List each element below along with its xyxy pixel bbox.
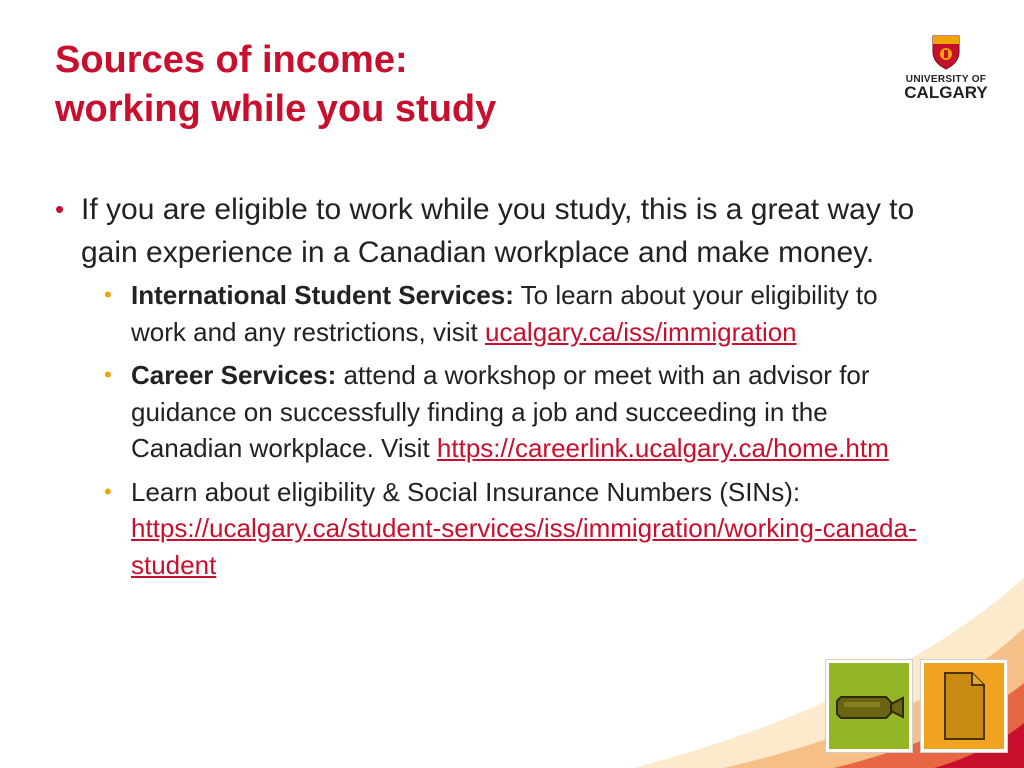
university-logo bbox=[896, 34, 996, 100]
crest-icon bbox=[931, 34, 961, 70]
sub-bullet-iss bbox=[104, 277, 935, 350]
video-camera-icon bbox=[829, 663, 909, 749]
logo-text-line1: UNIVERSITY OF bbox=[905, 74, 987, 85]
sub-bullet-label: Career Services: bbox=[131, 360, 337, 390]
sub-bullet-marker: • bbox=[104, 478, 112, 504]
sub-bullet-marker: • bbox=[104, 282, 112, 307]
bullet-marker: • bbox=[55, 194, 65, 224]
sub-bullet-body bbox=[131, 277, 935, 350]
sub-bullet-sin bbox=[104, 474, 935, 584]
sub-bullet-career-services bbox=[104, 357, 935, 467]
sub-bullet-list bbox=[104, 277, 935, 583]
iss-immigration-link[interactable]: ucalgary.ca/iss/immigration bbox=[485, 316, 797, 347]
sub-bullet-text: Learn about eligibility & Social Insurance Numbers (SINs): bbox=[131, 476, 801, 507]
slide-title bbox=[55, 36, 496, 134]
sub-bullet-body bbox=[131, 357, 935, 467]
logo-text-line2: CALGARY bbox=[904, 83, 988, 102]
sub-bullet-text: To learn about your eligibility to work and any restrictions, visit bbox=[131, 280, 878, 347]
slide-title-line2: working while you study bbox=[55, 88, 497, 130]
working-canada-student-link[interactable]: https://ucalgary.ca/student-services/iss/immigration/working-canada-student bbox=[131, 513, 917, 580]
slide-body bbox=[55, 188, 935, 590]
sub-bullet-label: International Student Services: bbox=[131, 280, 514, 310]
sub-bullet-body bbox=[131, 474, 935, 584]
video-button[interactable] bbox=[826, 660, 912, 752]
sub-bullet-text: attend a workshop or meet with an advisor for guidance on successfully finding a job and succeeding in the Canadian workplace. Visit bbox=[131, 360, 870, 463]
main-bullet bbox=[55, 188, 935, 274]
main-bullet-text: If you are eligible to work while you study, this is a great way to gain experience in a Canadian workplace and make money. bbox=[81, 193, 915, 269]
careerlink-link[interactable]: https://careerlink.ucalgary.ca/home.htm bbox=[436, 433, 889, 463]
sub-bullet-marker: • bbox=[104, 362, 112, 387]
document-button[interactable] bbox=[921, 660, 1007, 752]
document-icon bbox=[924, 663, 1004, 749]
slide-title-line1: Sources of income: bbox=[55, 39, 408, 81]
